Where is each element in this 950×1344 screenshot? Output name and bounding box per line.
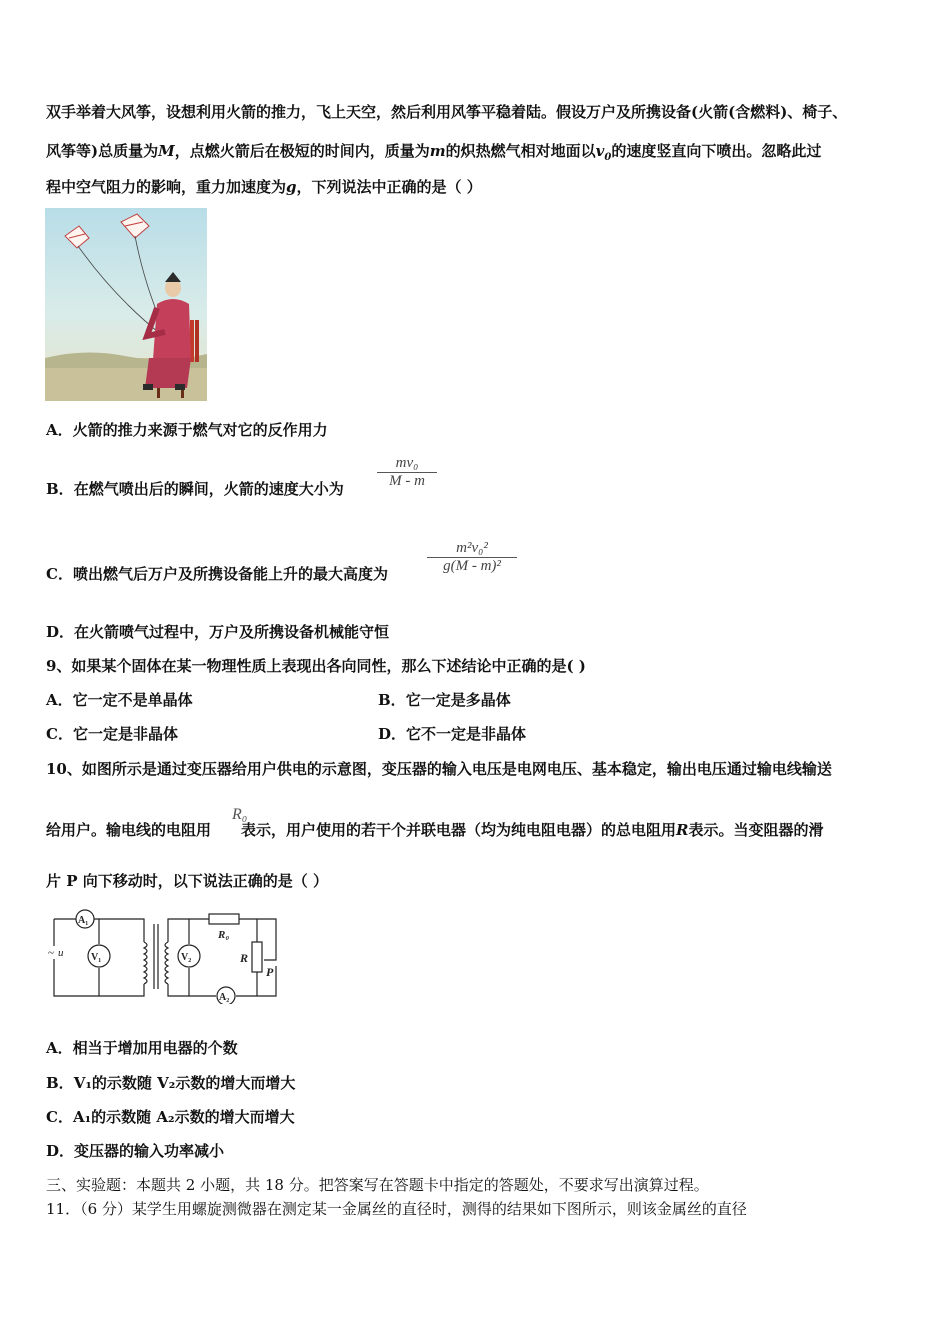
label-u: u — [58, 947, 64, 959]
q9-option-b[interactable]: B．它一定是多晶体 — [378, 691, 511, 709]
resistor-r0-icon — [209, 914, 239, 924]
q9-option-a[interactable]: A．它一定不是单晶体 — [46, 691, 193, 709]
q11-stem: 11．（6 分）某学生用螺旋测微器在测定某一金属丝的直径时，测得的结果如下图所示，则该金属丝的直径 — [46, 1200, 747, 1218]
symbol-m: m — [429, 142, 446, 160]
q8-option-b[interactable]: B．在燃气喷出后的瞬间，火箭的速度大小为 — [46, 480, 344, 498]
q8-option-c[interactable]: C．喷出燃气后万户及所携设备能上升的最大高度为 — [46, 565, 388, 583]
symbol-M: M — [158, 142, 175, 160]
symbol-R: R — [676, 821, 689, 839]
r0-symbol: R₀ — [232, 806, 248, 823]
transformer-circuit-diagram — [44, 904, 284, 1004]
q10-option-a[interactable]: A．相当于增加用电器的个数 — [46, 1039, 238, 1057]
section-3-heading: 三、实验题：本题共 2 小题，共 18 分。把答案写在答题卡中指定的答题处，不要求写出演算过程。 — [46, 1176, 709, 1194]
wanhu-rocket-illustration — [45, 208, 207, 401]
svg-text:R: R — [240, 951, 249, 965]
q8-line-3: 程中空气阻力的影响，重力加速度为g，下列说法中正确的是（ ） — [46, 178, 482, 196]
q8-option-b-fraction: mv₀ M - m — [377, 455, 437, 490]
svg-text:R₀: R₀ — [218, 929, 230, 941]
q9-stem: 9、如果某个固体在某一物理性质上表现出各向同性，那么下述结论中正确的是( ) — [46, 657, 586, 675]
svg-text:A₁: A₁ — [78, 915, 89, 926]
svg-text:~: ~ — [48, 947, 54, 959]
symbol-v0: $v_0$ — [595, 142, 612, 163]
q8-line-2: 风筝等)总质量为M，点燃火箭后在极短的时间内，质量为m的炽热燃气相对地面以$v_0$的速度竖直向下喷出。忽略此过 — [46, 142, 822, 163]
q9-option-c[interactable]: C．它一定是非晶体 — [46, 725, 178, 743]
q10-line-3: 片 P 向下移动时，以下说法正确的是（ ） — [46, 872, 328, 890]
q10-line-1: 10、如图所示是通过变压器给用户供电的示意图，变压器的输入电压是电网电压、基本稳定，输出电压通过输电线输送 — [46, 760, 832, 778]
q8-line-1: 双手举着大风筝，设想利用火箭的推力，飞上天空，然后利用风筝平稳着陆。假设万户及所携设备(火箭(含燃料)、椅子、 — [46, 103, 848, 121]
q10-line-2: 给用户。输电线的电阻用 表示，用户使用的若干个并联电器（均为纯电阻电器）的总电阻用R表示。当变阻器的滑 — [46, 821, 824, 839]
q10-option-d[interactable]: D．变压器的输入功率减小 — [46, 1142, 225, 1160]
symbol-g: g — [286, 178, 297, 196]
q10-option-b[interactable]: B．V₁的示数随 V₂示数的增大而增大 — [46, 1074, 296, 1092]
q9-option-d[interactable]: D．它不一定是非晶体 — [378, 725, 527, 743]
q8-option-c-fraction: m²v₀² g(M - m)² — [427, 540, 517, 575]
svg-text:V₂: V₂ — [181, 952, 192, 963]
svg-text:V₁: V₁ — [91, 952, 102, 963]
q10-option-c[interactable]: C．A₁的示数随 A₂示数的增大而增大 — [46, 1108, 295, 1126]
svg-text:A₂: A₂ — [219, 992, 230, 1003]
q8-option-d[interactable]: D．在火箭喷气过程中，万户及所携设备机械能守恒 — [46, 623, 390, 641]
svg-text:P: P — [266, 965, 274, 979]
q8-option-a[interactable]: A．火箭的推力来源于燃气对它的反作用力 — [46, 421, 328, 439]
